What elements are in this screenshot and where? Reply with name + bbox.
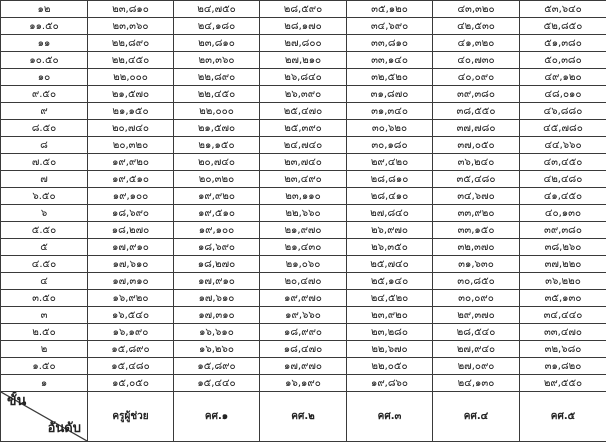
step-cell: ๓.๕๐ [1, 290, 88, 307]
salary-cell: ๑๙,๕๑๐ [88, 171, 174, 188]
salary-cell: ๔๐,๑๓๐ [520, 205, 606, 222]
salary-cell: ๑๕,๘๙๐ [174, 358, 260, 375]
table-row [1, 103, 606, 120]
salary-cell: ๒๑,๕๗๐ [88, 86, 174, 103]
salary-cell: ๒๒,๐๐๐ [88, 69, 174, 86]
salary-cell: ๑๗,๖๑๐ [174, 290, 260, 307]
salary-cell: ๒๔,๕๒๐ [347, 290, 433, 307]
salary-cell: ๒๔,๑๓๐ [433, 375, 520, 392]
step-cell: ๙ [1, 103, 88, 120]
column-header: คศ.๕ [520, 392, 606, 442]
salary-cell: ๒๒,๖๗๐ [347, 341, 433, 358]
salary-cell: ๒๔,๗๕๐ [174, 1, 260, 18]
salary-cell: ๒๘,๑๗๐ [260, 18, 347, 35]
salary-cell: ๑๘,๖๙๐ [88, 205, 174, 222]
step-cell: ๕.๕๐ [1, 222, 88, 239]
corner-header-cell [1, 392, 88, 442]
salary-cell: ๔๓,๔๕๐ [520, 154, 606, 171]
salary-cell: ๑๗,๖๑๐ [88, 256, 174, 273]
salary-cell: ๑๗,๙๗๐ [260, 358, 347, 375]
salary-cell: ๒๗,๘๔๐ [347, 205, 433, 222]
salary-cell: ๔๓,๓๒๐ [433, 1, 520, 18]
step-cell: ๗.๕๐ [1, 154, 88, 171]
salary-cell: ๒๓,๘๑๐ [88, 1, 174, 18]
table-row [1, 205, 606, 222]
salary-cell: ๑๙,๑๐๐ [88, 188, 174, 205]
salary-cell: ๑๕,๔๔๐ [174, 375, 260, 392]
salary-cell: ๔๒,๕๓๐ [433, 18, 520, 35]
salary-cell: ๔๘,๐๑๐ [520, 86, 606, 103]
salary-cell: ๒๗,๒๑๐ [260, 52, 347, 69]
salary-cell: ๓๕,๑๓๐ [520, 290, 606, 307]
step-cell: ๘ [1, 137, 88, 154]
salary-cell: ๒๒,๔๕๐ [174, 86, 260, 103]
salary-cell: ๒๘,๕๔๐ [433, 324, 520, 341]
salary-cell: ๑๘,๖๙๐ [174, 239, 260, 256]
salary-cell: ๓๒,๓๗๐ [433, 239, 520, 256]
step-cell: ๑ [1, 375, 88, 392]
salary-cell: ๑๙,๙๗๐ [260, 290, 347, 307]
salary-cell: ๒๐,๓๒๐ [174, 171, 260, 188]
salary-cell: ๔๒,๔๘๐ [520, 171, 606, 188]
step-cell: ๑๐ [1, 69, 88, 86]
table-row [1, 154, 606, 171]
salary-cell: ๓๘,๕๕๐ [433, 103, 520, 120]
salary-cell: ๔๔,๖๖๐ [520, 137, 606, 154]
salary-cell: ๒๓,๘๑๐ [174, 35, 260, 52]
salary-cell: ๓๓,๙๒๐ [433, 205, 520, 222]
salary-cell: ๕๐,๓๘๐ [520, 52, 606, 69]
salary-cell: ๒๑,๙๗๐ [260, 222, 347, 239]
rank-label: อันดับ [48, 422, 81, 435]
salary-cell: ๒๓,๓๖๐ [174, 52, 260, 69]
table-row [1, 120, 606, 137]
salary-cell: ๒๑,๔๓๐ [260, 239, 347, 256]
salary-cell: ๒๕,๓๙๐ [260, 120, 347, 137]
salary-cell: ๓๒,๖๘๐ [520, 341, 606, 358]
table-row [1, 341, 606, 358]
step-cell: ๕ [1, 239, 88, 256]
step-cell: ๑๑ [1, 35, 88, 52]
salary-cell: ๑๙,๕๑๐ [174, 205, 260, 222]
header-row [1, 392, 606, 442]
salary-cell: ๒๙,๕๕๐ [520, 375, 606, 392]
table-row [1, 358, 606, 375]
salary-cell: ๓๖,๒๒๐ [520, 273, 606, 290]
salary-cell: ๒๑,๑๕๐ [174, 137, 260, 154]
table-row [1, 52, 606, 69]
step-cell: ๓ [1, 307, 88, 324]
salary-cell: ๓๕,๔๘๐ [433, 171, 520, 188]
table-row [1, 18, 606, 35]
salary-cell: ๕๑,๓๘๐ [520, 35, 606, 52]
salary-cell: ๓๐,๐๙๐ [433, 290, 520, 307]
step-cell: ๒.๕๐ [1, 324, 88, 341]
step-cell: ๔ [1, 273, 88, 290]
step-cell: ๗ [1, 171, 88, 188]
salary-cell: ๓๒,๕๒๐ [347, 69, 433, 86]
salary-cell: ๓๓,๑๕๐ [433, 222, 520, 239]
salary-cell: ๑๕,๐๕๐ [88, 375, 174, 392]
salary-cell: ๑๖,๖๑๐ [174, 324, 260, 341]
salary-cell: ๒๐,๓๒๐ [88, 137, 174, 154]
salary-cell: ๒๖,๓๕๐ [347, 239, 433, 256]
salary-cell: ๒๓,๔๙๐ [260, 171, 347, 188]
salary-cell: ๑๘,๒๗๐ [174, 256, 260, 273]
salary-cell: ๒๓,๑๑๐ [260, 188, 347, 205]
salary-cell: ๕๒,๘๕๐ [520, 18, 606, 35]
salary-cell: ๓๕,๑๒๐ [347, 1, 433, 18]
salary-cell: ๔๕,๗๘๐ [520, 120, 606, 137]
table-row [1, 1, 606, 18]
salary-cell: ๒๓,๒๘๐ [347, 324, 433, 341]
salary-cell: ๒๕,๑๔๐ [347, 273, 433, 290]
salary-cell: ๓๑,๘๒๐ [520, 358, 606, 375]
salary-cell: ๑๕,๘๙๐ [88, 341, 174, 358]
step-cell: ๑๒ [1, 1, 88, 18]
salary-cell: ๑๕,๔๘๐ [88, 358, 174, 375]
salary-cell: ๒๖,๙๗๐ [347, 222, 433, 239]
salary-cell: ๒๒,๘๙๐ [174, 69, 260, 86]
step-cell: ๒ [1, 341, 88, 358]
salary-cell: ๒๖,๘๔๐ [260, 69, 347, 86]
table-row [1, 273, 606, 290]
salary-cell: ๒๓,๓๖๐ [88, 18, 174, 35]
table-row [1, 188, 606, 205]
salary-cell: ๒๐,๗๔๐ [174, 154, 260, 171]
salary-cell: ๒๑,๐๖๐ [260, 256, 347, 273]
salary-cell: ๑๙,๙๒๐ [88, 154, 174, 171]
salary-cell: ๓๖,๒๔๐ [433, 154, 520, 171]
salary-cell: ๒๓,๗๔๐ [260, 154, 347, 171]
column-header: คศ.๓ [347, 392, 433, 442]
column-header: ครูผู้ช่วย [88, 392, 174, 442]
salary-cell: ๑๖,๕๔๐ [88, 307, 174, 324]
salary-cell: ๒๗,๐๙๐ [433, 358, 520, 375]
salary-cell: ๑๖,๑๙๐ [88, 324, 174, 341]
step-cell: ๔.๕๐ [1, 256, 88, 273]
salary-cell: ๒๓,๙๒๐ [347, 307, 433, 324]
salary-cell: ๓๑,๖๓๐ [433, 256, 520, 273]
table-row [1, 35, 606, 52]
salary-cell: ๒๒,๘๙๐ [88, 35, 174, 52]
salary-cell: ๒๕,๗๔๐ [347, 256, 433, 273]
salary-cell: ๒๐,๗๔๐ [88, 120, 174, 137]
salary-cell: ๑๙,๘๖๐ [347, 375, 433, 392]
salary-cell: ๑๖,๒๖๐ [174, 341, 260, 358]
salary-cell: ๓๗,๒๒๐ [520, 256, 606, 273]
salary-cell: ๓๙,๓๘๐ [520, 222, 606, 239]
table-body [1, 1, 606, 442]
table-row [1, 137, 606, 154]
salary-cell: ๓๓,๔๗๐ [520, 324, 606, 341]
salary-cell: ๔๐,๗๓๐ [433, 52, 520, 69]
table-row [1, 69, 606, 86]
salary-cell: ๓๔,๖๙๐ [347, 18, 433, 35]
column-header: คศ.๑ [174, 392, 260, 442]
salary-cell: ๔๖,๘๘๐ [520, 103, 606, 120]
salary-cell: ๒๗,๙๔๐ [433, 341, 520, 358]
salary-cell: ๒๑,๕๗๐ [174, 120, 260, 137]
salary-cell: ๓๐,๑๘๐ [347, 137, 433, 154]
table-row [1, 324, 606, 341]
salary-cell: ๓๑,๘๗๐ [347, 86, 433, 103]
salary-cell: ๑๗,๙๑๐ [88, 239, 174, 256]
salary-cell: ๑๘,๙๙๐ [260, 324, 347, 341]
salary-cell: ๒๘,๘๑๐ [347, 171, 433, 188]
salary-cell: ๒๔,๗๔๐ [260, 137, 347, 154]
salary-cell: ๒๘,๕๙๐ [260, 1, 347, 18]
salary-cell: ๒๒,๔๕๐ [88, 52, 174, 69]
table-row [1, 239, 606, 256]
salary-cell: ๒๔,๑๘๐ [174, 18, 260, 35]
step-cell: ๖.๕๐ [1, 188, 88, 205]
salary-cell: ๒๒,๖๖๐ [260, 205, 347, 222]
salary-cell: ๓๘,๒๖๐ [520, 239, 606, 256]
salary-cell: ๒๕,๔๗๐ [260, 103, 347, 120]
salary-cell: ๔๙,๑๒๐ [520, 69, 606, 86]
salary-cell: ๑๙,๖๖๐ [260, 307, 347, 324]
salary-cell: ๒๒,๐๐๐ [174, 103, 260, 120]
step-cell: ๑๑.๕๐ [1, 18, 88, 35]
column-header: คศ.๒ [260, 392, 347, 442]
table-row [1, 86, 606, 103]
step-cell: ๘.๕๐ [1, 120, 88, 137]
salary-cell: ๓๗,๗๘๐ [433, 120, 520, 137]
salary-cell: ๓๔,๖๗๐ [433, 188, 520, 205]
salary-cell: ๑๖,๑๙๐ [260, 375, 347, 392]
table-row [1, 256, 606, 273]
salary-cell: ๒๒,๐๕๐ [347, 358, 433, 375]
table-row [1, 222, 606, 239]
salary-cell: ๔๑,๔๕๐ [520, 188, 606, 205]
table-row [1, 171, 606, 188]
salary-cell: ๒๙,๓๗๐ [433, 307, 520, 324]
table-row [1, 290, 606, 307]
salary-cell: ๑๘,๒๗๐ [88, 222, 174, 239]
step-cell: ๑๐.๕๐ [1, 52, 88, 69]
salary-cell: ๑๘,๔๗๐ [260, 341, 347, 358]
salary-cell: ๑๗,๓๑๐ [174, 307, 260, 324]
salary-cell: ๕๓,๖๔๐ [520, 1, 606, 18]
salary-cell: ๒๘,๔๑๐ [347, 188, 433, 205]
table-row [1, 375, 606, 392]
salary-cell: ๒๙,๔๒๐ [347, 154, 433, 171]
salary-cell: ๓๔,๔๔๐ [520, 307, 606, 324]
salary-cell: ๑๖,๙๒๐ [88, 290, 174, 307]
salary-cell: ๔๐,๐๙๐ [433, 69, 520, 86]
salary-cell: ๓๐,๘๕๐ [433, 273, 520, 290]
salary-cell: ๓๑,๓๔๐ [347, 103, 433, 120]
salary-cell: ๒๐,๔๗๐ [260, 273, 347, 290]
salary-cell: ๑๙,๙๒๐ [174, 188, 260, 205]
salary-cell: ๓๗,๐๕๐ [433, 137, 520, 154]
salary-cell: ๒๗,๘๐๐ [260, 35, 347, 52]
salary-cell: ๑๗,๓๑๐ [88, 273, 174, 290]
salary-cell: ๒๖,๓๙๐ [260, 86, 347, 103]
salary-cell: ๑๗,๙๑๐ [174, 273, 260, 290]
step-cell: ๑.๕๐ [1, 358, 88, 375]
step-label: ขั้น [7, 395, 26, 408]
salary-cell: ๓๓,๑๔๐ [347, 52, 433, 69]
salary-cell: ๔๑,๓๒๐ [433, 35, 520, 52]
table-row [1, 307, 606, 324]
salary-cell: ๓๐,๖๒๐ [347, 120, 433, 137]
column-header: คศ.๔ [433, 392, 520, 442]
salary-cell: ๓๙,๓๘๐ [433, 86, 520, 103]
salary-cell: ๑๙,๑๐๐ [174, 222, 260, 239]
salary-cell: ๒๑,๑๕๐ [88, 103, 174, 120]
step-cell: ๖ [1, 205, 88, 222]
step-cell: ๙.๕๐ [1, 86, 88, 103]
salary-cell: ๓๓,๘๑๐ [347, 35, 433, 52]
